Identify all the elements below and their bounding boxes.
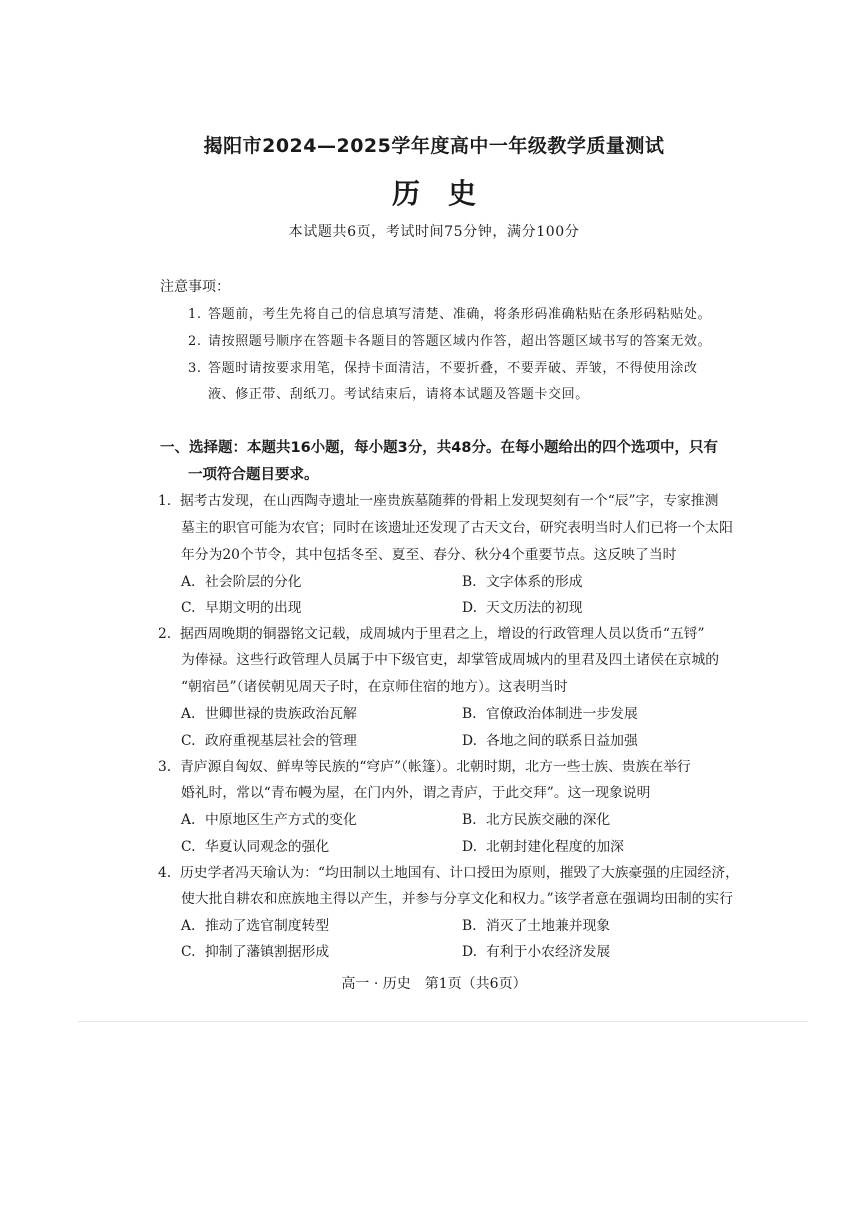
question-number: 4. <box>158 865 172 881</box>
option-c: C. 早期文明的出现 <box>181 600 302 616</box>
question-3 <box>158 755 691 775</box>
notice-text: 答题时请按要求用笔，保持卡面清洁，不要折叠，不要弄破、弄皱，不得使用涂改 <box>208 361 698 376</box>
notice-heading: 注意事项： <box>160 279 230 295</box>
notice-item-2 <box>188 330 711 349</box>
question-4 <box>158 861 739 881</box>
question-1 <box>158 489 718 509</box>
exam-title: 揭阳市2024—2025学年度高中一年级教学质量测试 <box>203 135 665 157</box>
question-2-line-2: 为俸禄。这些行政管理人员属于中下级官吏，却掌管成周城内的里君及四土诸侯在京城的 <box>181 652 720 668</box>
question-2 <box>158 622 705 642</box>
question-1-line-2: 墓主的职官可能为农官；同时在该遗址还发现了古天文台，研究表明当时人们已将一个太阳 <box>181 520 733 536</box>
subject-title: 历史 <box>391 177 504 210</box>
option-a: A. 中原地区生产方式的变化 <box>181 812 357 828</box>
option-c: C. 抑制了藩镇割据形成 <box>181 944 330 960</box>
notice-text: 请按照题号顺序在答题卡各题目的答题区域内作答，超出答题区域书写的答案无效。 <box>208 334 712 349</box>
option-a: A. 社会阶层的分化 <box>181 574 302 590</box>
notice-number: 3. <box>188 361 202 376</box>
question-number: 2. <box>158 626 172 642</box>
exam-info: 本试题共6页，考试时间75分钟，满分100分 <box>288 224 580 240</box>
section-heading-cont: 一项符合题目要求。 <box>188 467 319 483</box>
option-b: B. 北方民族交融的深化 <box>462 812 611 828</box>
option-a: A. 世卿世禄的贵族政治瓦解 <box>181 706 357 722</box>
question-text: 据西周晚期的铜器铭文记载，成周城内于里君之上，增设的行政管理人员以货币“五锊” <box>180 626 705 642</box>
notice-number: 1. <box>188 307 202 322</box>
notice-item-1 <box>188 303 711 322</box>
question-4-line-2: 使大批自耕农和庶族地主得以产生，并参与分享文化和权力。”该学者意在强调均田制的实行 <box>181 891 734 907</box>
sheet-edge-divider <box>78 1021 808 1022</box>
notice-item-3 <box>188 357 698 376</box>
question-1-line-3: 年分为20个节令，其中包括冬至、夏至、春分、秋分4个重要节点。这反映了当时 <box>181 547 677 563</box>
question-number: 1. <box>158 493 172 509</box>
option-d: D. 有利于小农经济发展 <box>462 944 611 960</box>
option-c: C. 政府重视基层社会的管理 <box>181 733 357 749</box>
option-b: B. 文字体系的形成 <box>462 574 583 590</box>
question-number: 3. <box>158 759 172 775</box>
notice-number: 2. <box>188 334 202 349</box>
section-heading: 一、选择题：本题共16小题，每小题3分，共48分。在每小题给出的四个选项中，只有 <box>160 440 718 456</box>
notice-text: 答题前，考生先将自己的信息填写清楚、准确，将条形码准确粘贴在条形码粘贴处。 <box>208 307 712 322</box>
option-d: D. 北朝封建化程度的加深 <box>462 839 624 855</box>
option-a: A. 推动了选官制度转型 <box>181 918 330 934</box>
page-footer: 高一 · 历史 第1页（共6页） <box>341 976 527 992</box>
option-b: B. 官僚政治体制进一步发展 <box>462 706 638 722</box>
option-d: D. 天文历法的初现 <box>462 600 583 616</box>
option-c: C. 华夏认同观念的强化 <box>181 839 330 855</box>
option-b: B. 消灭了土地兼并现象 <box>462 918 611 934</box>
question-text: 青庐源自匈奴、鲜卑等民族的“穹庐”（帐篷）。北朝时期，北方一些士族、贵族在举行 <box>180 759 691 775</box>
question-3-line-2: 婚礼时，常以“青布幔为屋，在门内外，谓之青庐，于此交拜”。这一现象说明 <box>181 785 651 801</box>
question-text: 历史学者冯天瑜认为：“均田制以土地国有、计口授田为原则，摧毁了大族豪强的庄园经济， <box>180 865 739 881</box>
question-2-line-3: “朝宿邑”（诸侯朝见周天子时，在京师住宿的地方）。这表明当时 <box>181 679 568 695</box>
question-text: 据考古发现，在山西陶寺遗址一座贵族墓随葬的骨耜上发现契刻有一个“辰”字，专家推测 <box>180 493 719 509</box>
notice-item-3-cont: 液、修正带、刮纸刀。考试结束后，请将本试题及答题卡交回。 <box>208 387 589 402</box>
option-d: D. 各地之间的联系日益加强 <box>462 733 638 749</box>
